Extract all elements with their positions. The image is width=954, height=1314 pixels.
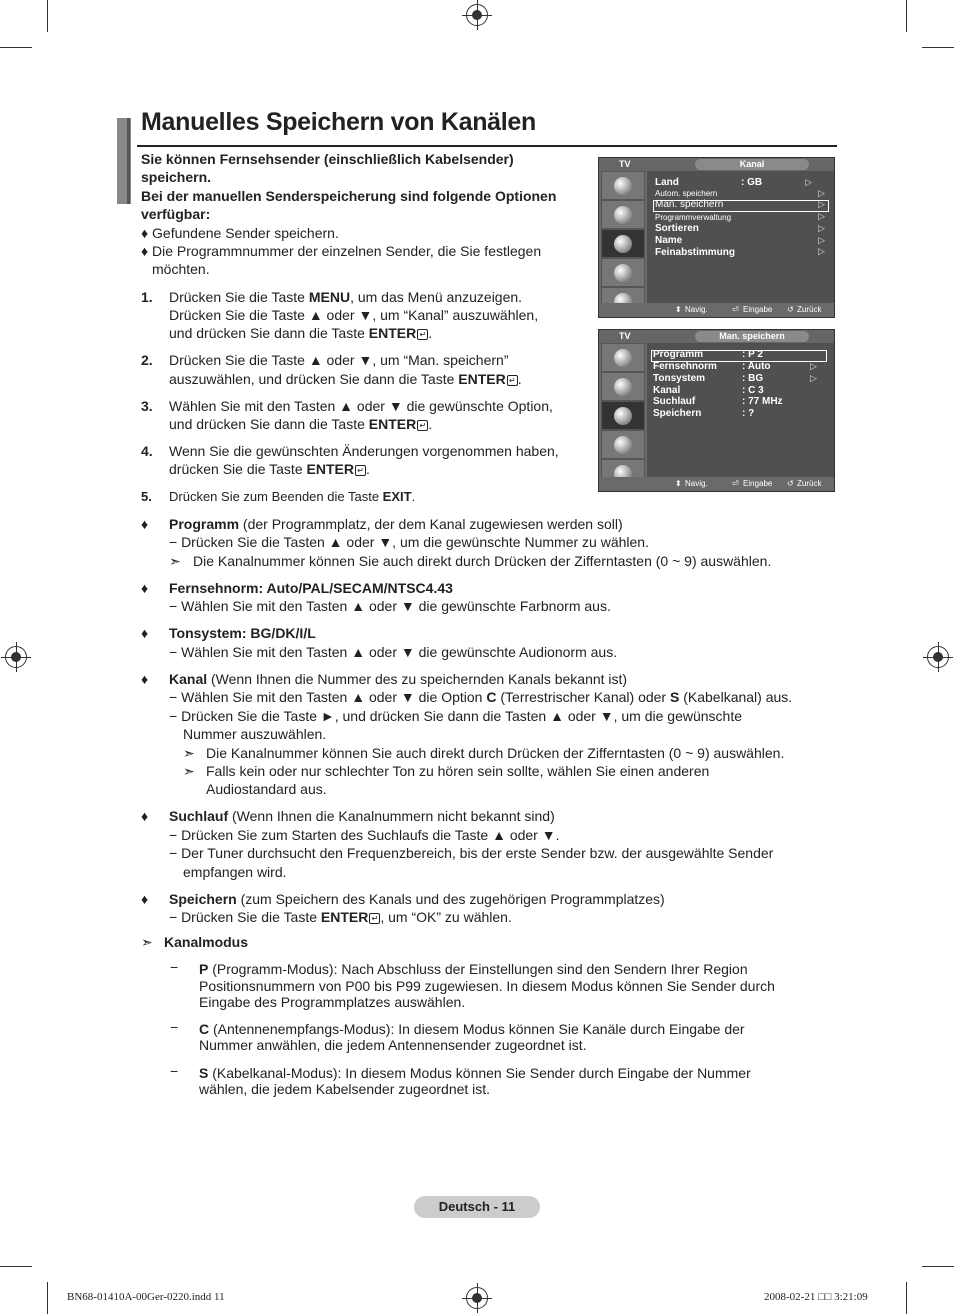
- option-text: − Der Tuner durchsucht den Frequenzbereich, bis der erste Sender bzw. der ausgewählte Sender: [169, 845, 774, 861]
- arrow-right-icon: ▷: [818, 246, 825, 256]
- tv-menu-row: Suchlauf: [653, 396, 696, 407]
- option-suchlauf: Suchlauf (Wenn Ihnen die Kanalnummern nicht bekannt sind): [169, 808, 555, 824]
- option-note: Die Kanalnummer können Sie auch direkt durch Drücken der Zifferntasten (0 ~ 9) auswählen.: [193, 553, 772, 569]
- tv-menu-row-selected: Programm: [653, 349, 704, 360]
- intro-line: speichern.: [141, 169, 212, 185]
- option-text: − Wählen Sie mit den Tasten ▲ oder ▼ die Option C (Terrestrischer Kanal) oder S (Kabelkanal) aus.: [169, 689, 793, 705]
- tv-menu-value: : Auto: [742, 361, 771, 372]
- tv-menu-header: [599, 158, 834, 171]
- option-note: Die Kanalnummer können Sie auch direkt durch Drücken der Zifferntasten (0 ~ 9) auswählen.: [206, 745, 785, 761]
- tv-menu-row: Speichern: [653, 408, 702, 419]
- footer-enter: Eingabe: [743, 305, 773, 314]
- step-text: Drücken Sie die Taste ▲ oder ▼, um “Kanal” auszuwählen,: [169, 307, 539, 323]
- option-programm: Programm (der Programmplatz, der dem Kanal zugewiesen werden soll): [169, 516, 623, 532]
- registration-mark-icon: [5, 646, 27, 668]
- option-text: − Drücken Sie die Tasten ▲ oder ▼, um die gewünschte Nummer zu wählen.: [169, 534, 649, 550]
- tv-menu-sidebar: [599, 343, 647, 477]
- return-icon: ↺: [787, 305, 794, 314]
- tv-menu-row: Autom. speichern: [655, 189, 718, 198]
- note-arrow-icon: ➣: [141, 934, 153, 950]
- dash-marker: −: [170, 1063, 179, 1079]
- step-text: auszuwählen, und drücken Sie dann die Taste ENTER ↵ .: [169, 371, 522, 387]
- mode-p: P (Programm-Modus): Nach Abschluss der Einstellungen sind den Sendern Ihrer Region: [199, 961, 748, 977]
- tv-menu-row: Fernsehnorm: [653, 361, 717, 372]
- tv-menu-row: Tonsystem: [653, 373, 706, 384]
- mode-c: C (Antennenempfangs-Modus): In diesem Modus können Sie Kanäle durch Eingabe der: [199, 1021, 745, 1037]
- intro-bullet: möchten.: [152, 261, 210, 277]
- tv-source-label: TV: [619, 331, 631, 341]
- sound-icon: [601, 200, 645, 229]
- diamond-bullet-icon: ♦: [141, 580, 149, 596]
- picture-icon: [601, 343, 645, 372]
- enter-icon: ⏎: [732, 479, 739, 488]
- diamond-bullet-icon: ♦: [141, 516, 149, 532]
- option-text: − Wählen Sie mit den Tasten ▲ oder ▼ die gewünschte Audionorm aus.: [169, 644, 618, 660]
- picture-icon: [601, 171, 645, 200]
- enter-icon: ↵: [369, 913, 380, 924]
- tv-menu-row: Land: [655, 177, 679, 188]
- tv-menu-kanal: [598, 157, 835, 318]
- option-note: Audiostandard aus.: [206, 781, 327, 797]
- step-text: und drücken Sie dann die Taste ENTER ↵ .: [169, 416, 433, 432]
- tv-menu-value: : 77 MHz: [742, 396, 783, 407]
- tv-menu-value: : BG: [742, 373, 764, 384]
- option-text: empfangen wird.: [183, 864, 287, 880]
- enter-icon: ↵: [417, 420, 428, 431]
- step-number: 2.: [141, 352, 153, 368]
- intro-bullet: ♦ Gefundene Sender speichern.: [141, 225, 339, 241]
- tv-menu-header: [599, 330, 834, 343]
- option-tonsystem: Tonsystem: BG/DK/I/L: [169, 625, 316, 641]
- note-arrow-icon: ➣: [183, 745, 195, 761]
- tv-menu-value: : GB: [741, 177, 763, 188]
- title-accent-bar: [127, 118, 130, 204]
- tv-menu-man-speichern: [598, 329, 835, 492]
- registration-mark-icon: [466, 1287, 488, 1309]
- updown-icon: ⬍: [675, 479, 682, 488]
- arrow-right-icon: ▷: [818, 235, 825, 245]
- note-arrow-icon: ➣: [169, 553, 181, 569]
- dash-marker: −: [170, 1019, 179, 1035]
- note-arrow-icon: ➣: [183, 763, 195, 779]
- updown-icon: ⬍: [675, 305, 682, 314]
- channel-icon: [601, 401, 645, 430]
- tv-menu-row: Name: [655, 235, 683, 246]
- arrow-right-icon: ▷: [810, 361, 817, 371]
- option-text: − Drücken Sie die Taste ►, und drücken Sie dann die Tasten ▲ oder ▼, um die gewünschte: [169, 708, 742, 724]
- step-text: drücken Sie die Taste ENTER ↵ .: [169, 461, 370, 477]
- step-text: Wenn Sie die gewünschten Änderungen vorgenommen haben,: [169, 443, 559, 459]
- arrow-right-icon: ▷: [805, 177, 812, 187]
- enter-icon: ↵: [355, 465, 366, 476]
- arrow-right-icon: ▷: [818, 188, 825, 198]
- setup-icon: [601, 258, 645, 287]
- intro-bullet: ♦ Die Programmnummer der einzelnen Sender, die Sie festlegen: [141, 243, 542, 259]
- tv-menu-row: Feinabstimmung: [655, 247, 736, 258]
- tv-menu-footer: [599, 477, 834, 491]
- tv-menu-tab: Kanal: [695, 159, 809, 170]
- footer-back: Zurück: [797, 305, 822, 314]
- diamond-bullet-icon: ♦: [141, 625, 149, 641]
- enter-icon: ⏎: [732, 305, 739, 314]
- mode-text: wählen, die jedem Kabelsender zugeordnet ist.: [199, 1081, 491, 1097]
- tv-menu-row: Sortieren: [655, 223, 699, 234]
- step-text: und drücken Sie dann die Taste ENTER ↵ .: [169, 325, 433, 341]
- diamond-bullet-icon: ♦: [141, 808, 149, 824]
- setup-icon: [601, 430, 645, 459]
- footer-nav: Navig.: [685, 479, 708, 488]
- enter-icon: ↵: [507, 375, 518, 386]
- crop-mark: [0, 47, 32, 48]
- tv-menu-sidebar: [599, 171, 647, 303]
- tv-source-label: TV: [619, 159, 631, 169]
- step-text: Drücken Sie die Taste MENU, um das Menü anzuzeigen.: [169, 289, 523, 305]
- arrow-right-icon: ▷: [818, 199, 825, 209]
- tv-menu-footer: [599, 303, 834, 317]
- footer-back: Zurück: [797, 479, 822, 488]
- page-number-badge: Deutsch - 11: [414, 1196, 540, 1218]
- arrow-right-icon: ▷: [818, 211, 825, 221]
- crop-mark: [922, 47, 954, 48]
- mode-s: S (Kabelkanal-Modus): In diesem Modus können Sie Sender durch Eingabe der Nummer: [199, 1065, 751, 1081]
- step-text: Wählen Sie mit den Tasten ▲ oder ▼ die gewünschte Option,: [169, 398, 553, 414]
- option-text: − Drücken Sie zum Starten des Suchlaufs die Taste ▲ oder ▼.: [169, 827, 560, 843]
- tv-menu-value: : C 3: [742, 385, 764, 396]
- crop-mark: [922, 1266, 954, 1267]
- title-divider: [137, 145, 837, 147]
- return-icon: ↺: [787, 479, 794, 488]
- dash-marker: −: [170, 959, 179, 975]
- tv-menu-value: : P 2: [742, 349, 763, 360]
- crop-mark: [47, 0, 48, 32]
- crop-mark: [906, 0, 907, 32]
- diamond-bullet-icon: ♦: [141, 671, 149, 687]
- tv-menu-row: Programmverwaltung: [655, 213, 732, 222]
- tv-menu-value: : ?: [742, 408, 755, 419]
- section-kanalmodus-title: Kanalmodus: [164, 934, 249, 950]
- tv-menu-row: Kanal: [653, 385, 681, 396]
- tv-menu-row-selected: Man. speichern: [655, 199, 724, 210]
- print-file-info: BN68-01410A-00Ger-0220.indd 11: [67, 1291, 225, 1303]
- mode-text: Eingabe des Programmplatzes auswählen.: [199, 994, 466, 1010]
- option-text: − Drücken Sie die Taste ENTER ↵ , um “OK” zu wählen.: [169, 909, 512, 925]
- option-note: Falls kein oder nur schlechter Ton zu hören sein sollte, wählen Sie einen anderen: [206, 763, 710, 779]
- option-kanal: Kanal (Wenn Ihnen die Nummer des zu speichernden Kanals bekannt ist): [169, 671, 628, 687]
- mode-text: Nummer anwählen, die jedem Antennensender zugeordnet ist.: [199, 1037, 587, 1053]
- option-speichern: Speichern (zum Speichern des Kanals und des zugehörigen Programmplatzes): [169, 891, 665, 907]
- step-number: 4.: [141, 443, 153, 459]
- crop-mark: [0, 1266, 32, 1267]
- intro-line: verfügbar:: [141, 206, 211, 222]
- page-title: Manuelles Speichern von Kanälen: [141, 108, 536, 136]
- registration-mark-icon: [927, 646, 949, 668]
- arrow-right-icon: ▷: [810, 373, 817, 383]
- tv-menu-tab: Man. speichern: [695, 331, 809, 342]
- option-text: − Wählen Sie mit den Tasten ▲ oder ▼ die gewünschte Farbnorm aus.: [169, 598, 611, 614]
- footer-enter: Eingabe: [743, 479, 773, 488]
- intro-line: Sie können Fernsehsender (einschließlich Kabelsender): [141, 151, 514, 167]
- step-number: 5.: [141, 489, 152, 504]
- enter-icon: ↵: [417, 329, 428, 340]
- step-text: Drücken Sie die Taste ▲ oder ▼, um “Man. speichern”: [169, 352, 509, 368]
- option-text: Nummer auszuwählen.: [183, 726, 327, 742]
- registration-mark-icon: [466, 4, 488, 26]
- step-text: Drücken Sie zum Beenden die Taste EXIT.: [169, 489, 416, 504]
- mode-text: Positionsnummern von P00 bis P99 zugewiesen. In diesem Modus können Sie Sender durch: [199, 978, 775, 994]
- intro-line: Bei der manuellen Senderspeicherung sind folgende Optionen: [141, 188, 557, 204]
- step-number: 1.: [141, 289, 153, 305]
- option-fernsehnorm: Fernsehnorm: Auto/PAL/SECAM/NTSC4.43: [169, 580, 453, 596]
- arrow-right-icon: ▷: [818, 223, 825, 233]
- print-date-info: 2008-02-21 □□ 3:21:09: [764, 1291, 868, 1303]
- crop-mark: [906, 1282, 907, 1314]
- footer-nav: Navig.: [685, 305, 708, 314]
- channel-icon: [601, 229, 645, 258]
- step-number: 3.: [141, 398, 153, 414]
- crop-mark: [47, 1282, 48, 1314]
- sound-icon: [601, 372, 645, 401]
- diamond-bullet-icon: ♦: [141, 891, 149, 907]
